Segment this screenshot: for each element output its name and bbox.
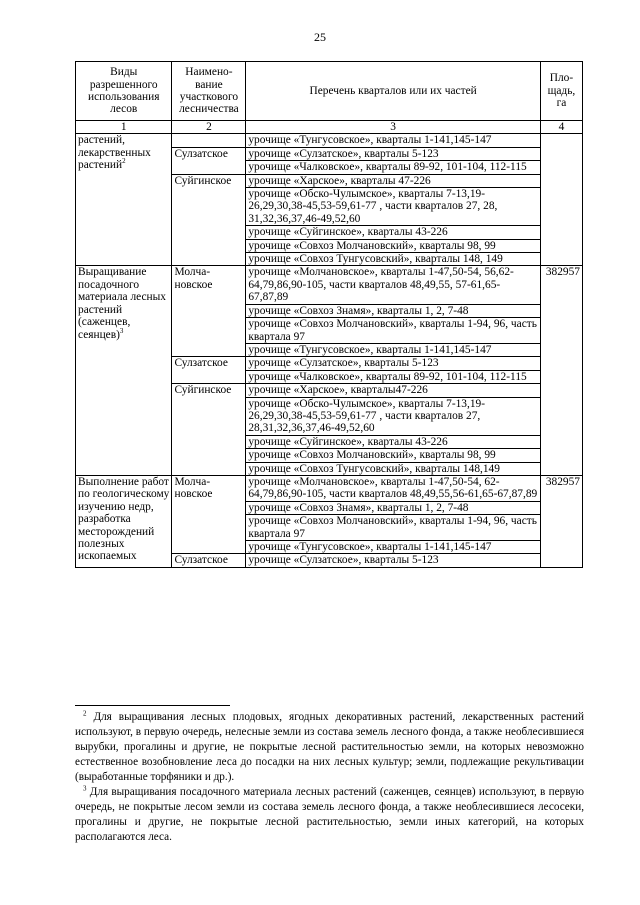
table-row [76, 266, 583, 304]
quarters-cell: урочище «Совхоз Молчановский», кварталы 98, 99 [246, 239, 541, 252]
quarters-cell: урочище «Совхоз Тунгусовский», кварталы 148,149 [246, 462, 541, 475]
header-use-type: Виды разрешенного использования лесов [76, 62, 172, 121]
quarters-cell: урочище «Молчановское», кварталы 1-47,50-54, 62-64,79,86,90-105, части кварталов 48,49,55,56-61,65-67,87,89 [246, 475, 541, 501]
table-header-row [76, 62, 583, 121]
forestry-cell: Сулзатское [172, 357, 246, 384]
forest-use-table [75, 61, 583, 568]
footnote [75, 710, 584, 785]
quarters-cell: урочище «Совхоз Молчановский», кварталы 98, 99 [246, 449, 541, 462]
quarters-cell: урочище «Чалковское», кварталы 89-92, 101-104, 112-115 [246, 161, 541, 174]
area-cell: 382957 [540, 475, 582, 567]
table-row [76, 134, 583, 147]
quarters-cell: урочище «Тунгусовское», кварталы 1-141,145-147 [246, 343, 541, 356]
footnote-ref: 3 [119, 326, 124, 335]
header-area: Пло-щадь, га [540, 62, 582, 121]
area-cell: 382957 [540, 266, 582, 476]
page-number: 25 [314, 30, 326, 44]
header-forestry: Наимено-вание участкового лесничества [172, 62, 246, 121]
footnote-text: Для выращивания лесных плодовых, ягодных декоративных растений, лекарственных растений используют, в первую очередь, нелесные земли из состава земель лесного фонда, а также необлесившиеся вырубки, прогалины и другие, не покрытые лесной растительностью земли, на которых невозможно естественное возобновление леса до посадки на них лесных культур; земли, подлежащие рекультивации (выработанные торфяники и др.). [75, 711, 585, 783]
header-quarters: Перечень кварталов или их частей [246, 62, 541, 121]
quarters-cell: урочище «Совхоз Молчановский», кварталы 1-94, 96, часть квартала 97 [246, 515, 541, 541]
quarters-cell: урочище «Суйгинское», кварталы 43-226 [246, 435, 541, 448]
quarters-cell: урочище «Сулзатское», кварталы 5-123 [246, 147, 541, 160]
quarters-cell: урочище «Тунгусовское», кварталы 1-141,145-147 [246, 134, 541, 147]
quarters-cell: урочище «Харское», кварталы 47-226 [246, 174, 541, 187]
forestry-cell: Молча-новское [172, 266, 246, 357]
quarters-cell: урочище «Харское», кварталы47-226 [246, 384, 541, 397]
use-type-cell [76, 266, 172, 476]
area-cell [540, 134, 582, 266]
forestry-cell: Сулзатское [172, 554, 246, 567]
footnote [75, 785, 584, 845]
quarters-cell: урочище «Суйгинское», кварталы 43-226 [246, 226, 541, 239]
column-number: 4 [540, 121, 582, 134]
forestry-cell: Молча-новское [172, 475, 246, 553]
table-row [76, 475, 583, 501]
quarters-cell: урочище «Чалковское», кварталы 89-92, 101-104, 112-115 [246, 370, 541, 383]
quarters-cell: урочище «Обско-Чулымское», кварталы 7-13,19-26,29,30,38-45,53-59,61-77 , части кварталов 27, 28,31,32,36,37,46-49,52,60 [246, 397, 541, 435]
column-number: 1 [76, 121, 172, 134]
quarters-cell: урочище «Сулзатское», кварталы 5-123 [246, 554, 541, 567]
footnotes [75, 710, 584, 845]
quarters-cell: урочище «Совхоз Тунгусовский», кварталы 148, 149 [246, 253, 541, 266]
footnote-text: Для выращивания посадочного материала лесных растений (саженцев, сеянцев) используют, в первую очередь, не покрытые лесом земли из состава земель лесного фонда, а также необлесившиеся лесосеки, прогалины и другие, не покрытые лесной растительностью, земли иных категорий, на которых располагаются леса. [75, 786, 585, 843]
quarters-cell: урочище «Тунгусовское», кварталы 1-141,145-147 [246, 541, 541, 554]
footnote-mark: 2 [83, 709, 87, 718]
use-type-cell [76, 134, 172, 266]
forestry-cell: Суйгинское [172, 174, 246, 266]
quarters-cell: урочище «Совхоз Знамя», кварталы 1, 2, 7-48 [246, 304, 541, 317]
use-type-text: Выращивание посадочного материала лесных растений (саженцев, сеянцев) [78, 266, 166, 341]
footnote-ref: 2 [122, 157, 126, 166]
use-type-text: растений, лекарственных растений [78, 134, 151, 172]
column-number-row [76, 121, 583, 134]
use-type-cell [76, 475, 172, 567]
column-number: 3 [246, 121, 541, 134]
quarters-cell: урочище «Сулзатское», кварталы 5-123 [246, 357, 541, 370]
quarters-cell: урочище «Совхоз Знамя», кварталы 1, 2, 7-48 [246, 501, 541, 514]
forestry-cell [172, 134, 246, 147]
column-number: 2 [172, 121, 246, 134]
quarters-cell: урочище «Молчановское», кварталы 1-47,50-54, 56,62-64,79,86,90-105, части кварталов 48,49,55, 57-61,65-67,87,89 [246, 266, 541, 304]
quarters-cell: урочище «Совхоз Молчановский», кварталы 1-94, 96, часть квартала 97 [246, 318, 541, 344]
use-type-text: Выполнение работ по геологическому изучению недр, разработка месторождений полезных ископаемых [78, 475, 170, 563]
footnote-mark: 3 [83, 784, 87, 793]
footnote-separator [75, 705, 230, 706]
forestry-cell: Сулзатское [172, 147, 246, 174]
forestry-cell: Суйгинское [172, 384, 246, 476]
quarters-cell: урочище «Обско-Чулымское», кварталы 7-13,19-26,29,30,38-45,53-59,61-77 , части кварталов 27, 28, 31,32,36,37,46-49,52,60 [246, 188, 541, 226]
